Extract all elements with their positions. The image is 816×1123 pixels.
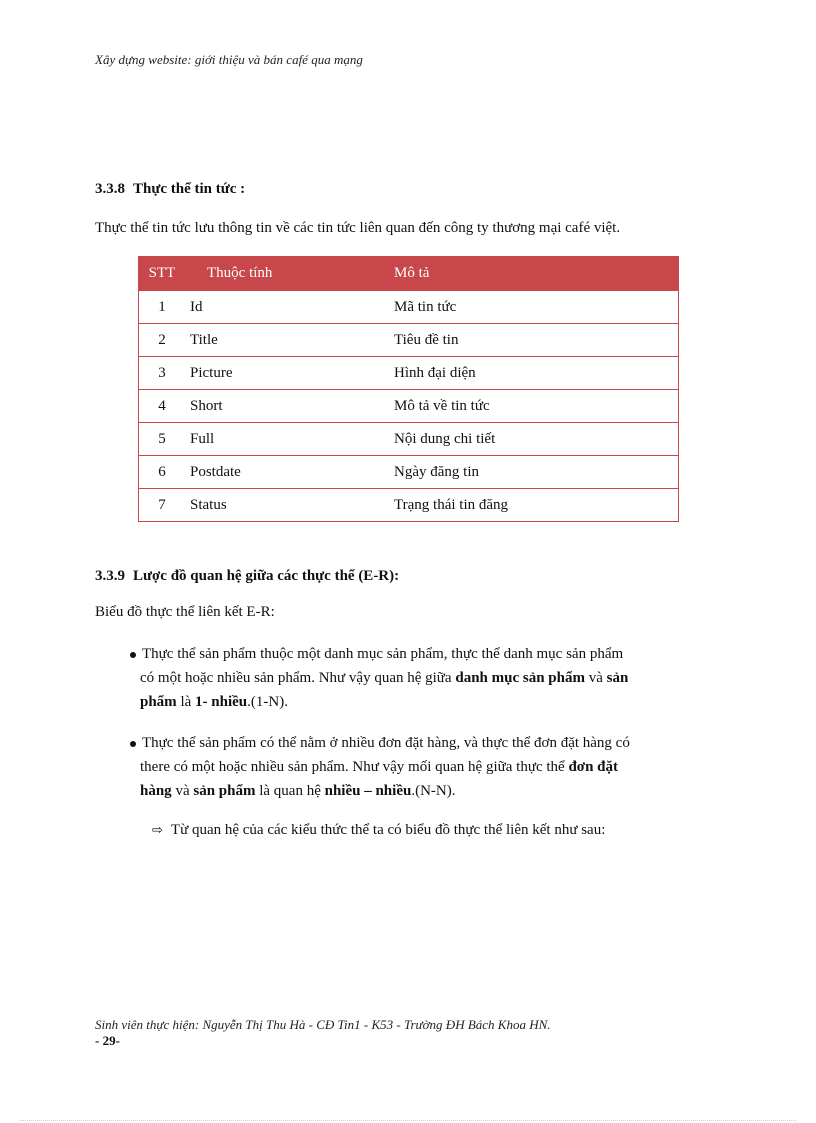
cell-stt: 1: [139, 291, 186, 324]
text-run: là quan hệ: [255, 783, 325, 799]
table-row: [139, 390, 679, 423]
cell-description: Mô tả về tin tức: [390, 390, 679, 423]
header-description: Mô tả: [394, 265, 430, 281]
text-run: .(1-N).: [247, 694, 288, 710]
bullet-item: [130, 642, 720, 714]
table-row: [139, 423, 679, 456]
section-heading-3-3-8: [95, 181, 245, 198]
cell-stt: 6: [139, 456, 186, 489]
intro-paragraph: Thực thể tin tức lưu thông tin về các tin tức liên quan đến công ty thương mại café việt.: [95, 220, 621, 236]
text-run: và: [171, 783, 194, 799]
conclusion-line: [152, 822, 605, 839]
cell-attribute: Postdate: [185, 456, 390, 489]
header-attribute: Thuộc tính: [207, 265, 273, 281]
er-intro-paragraph: Biểu đồ thực thể liên kết E-R:: [95, 604, 275, 620]
page-footer: Sinh viên thực hiện: Nguyễn Thị Thu Hà - CĐ Tin1 - K53 - Trường ĐH Bách Khoa HN.: [95, 1017, 551, 1032]
cell-description: Mã tin tức: [390, 291, 679, 324]
header-stt: STT: [148, 265, 176, 281]
section-number: 3.3.9: [95, 568, 125, 584]
arrow-right-icon: ⇨: [152, 823, 163, 838]
cell-attribute: Short: [185, 390, 390, 423]
cell-description: Nội dung chi tiết: [390, 423, 679, 456]
page-header: Xây dựng website: giới thiệu và bán café qua mạng: [95, 52, 363, 67]
cell-description: Trạng thái tin đăng: [390, 489, 679, 522]
section-title: Lược đồ quan hệ giữa các thực thể (E-R):: [133, 568, 400, 584]
conclusion-text: Từ quan hệ của các kiểu thức thể ta có biểu đồ thực thể liên kết như sau:: [170, 822, 606, 838]
bullet-line: [130, 690, 720, 714]
bold-run: 1- nhiều: [195, 694, 248, 710]
table-row: [139, 489, 679, 522]
text-run: là: [176, 694, 196, 710]
table-row: [139, 291, 679, 324]
attribute-table: [138, 256, 679, 522]
bold-run: phẩm: [140, 694, 177, 710]
bullet-line: [130, 755, 720, 779]
cell-stt: 7: [139, 489, 186, 522]
bullet-line: Thực thể sản phẩm thuộc một danh mục sản phẩm, thực thể danh mục sản phẩm: [142, 646, 624, 662]
table-row: [139, 456, 679, 489]
table-header-row: [139, 257, 679, 291]
text-run: there có một hoặc nhiều sản phẩm. Như vậy mối quan hệ giữa thực thể: [140, 759, 569, 775]
table-row: [139, 357, 679, 390]
cell-stt: 4: [139, 390, 186, 423]
bullet-icon: [130, 741, 136, 747]
text-run: và: [585, 670, 607, 686]
bullet-line: [130, 666, 720, 690]
bullet-line: Thực thể sản phẩm có thể nằm ở nhiều đơn đặt hàng, và thực thể đơn đặt hàng có: [142, 735, 630, 751]
bold-run: nhiều – nhiều: [324, 783, 412, 799]
bold-run: hàng: [140, 783, 172, 799]
cell-stt: 5: [139, 423, 186, 456]
bullet-icon: [130, 652, 136, 658]
cell-description: Hình đại diện: [390, 357, 679, 390]
section-number: 3.3.8: [95, 181, 125, 197]
text-run: .(N-N).: [411, 783, 456, 799]
section-heading-3-3-9: [95, 568, 399, 585]
table-row: [139, 324, 679, 357]
cell-attribute: Picture: [185, 357, 390, 390]
page-number: - 29-: [95, 1033, 120, 1048]
bold-run: danh mục sản phẩm: [455, 670, 585, 686]
cell-description: Ngày đăng tin: [390, 456, 679, 489]
bullet-item: [130, 731, 720, 803]
cell-description: Tiêu đề tin: [390, 324, 679, 357]
bullet-line: [130, 779, 720, 803]
text-run: có một hoặc nhiều sản phẩm. Như vậy quan hệ giữa: [140, 670, 456, 686]
page-bottom-divider: [20, 1120, 796, 1121]
cell-attribute: Title: [185, 324, 390, 357]
cell-stt: 2: [139, 324, 186, 357]
cell-attribute: Full: [185, 423, 390, 456]
cell-stt: 3: [139, 357, 186, 390]
bold-run: sản phẩm: [193, 783, 256, 799]
cell-attribute: Id: [185, 291, 390, 324]
bold-run: sản: [606, 670, 629, 686]
bold-run: đơn đặt: [568, 759, 619, 775]
cell-attribute: Status: [185, 489, 390, 522]
section-title: Thực thể tin tức :: [133, 181, 246, 197]
